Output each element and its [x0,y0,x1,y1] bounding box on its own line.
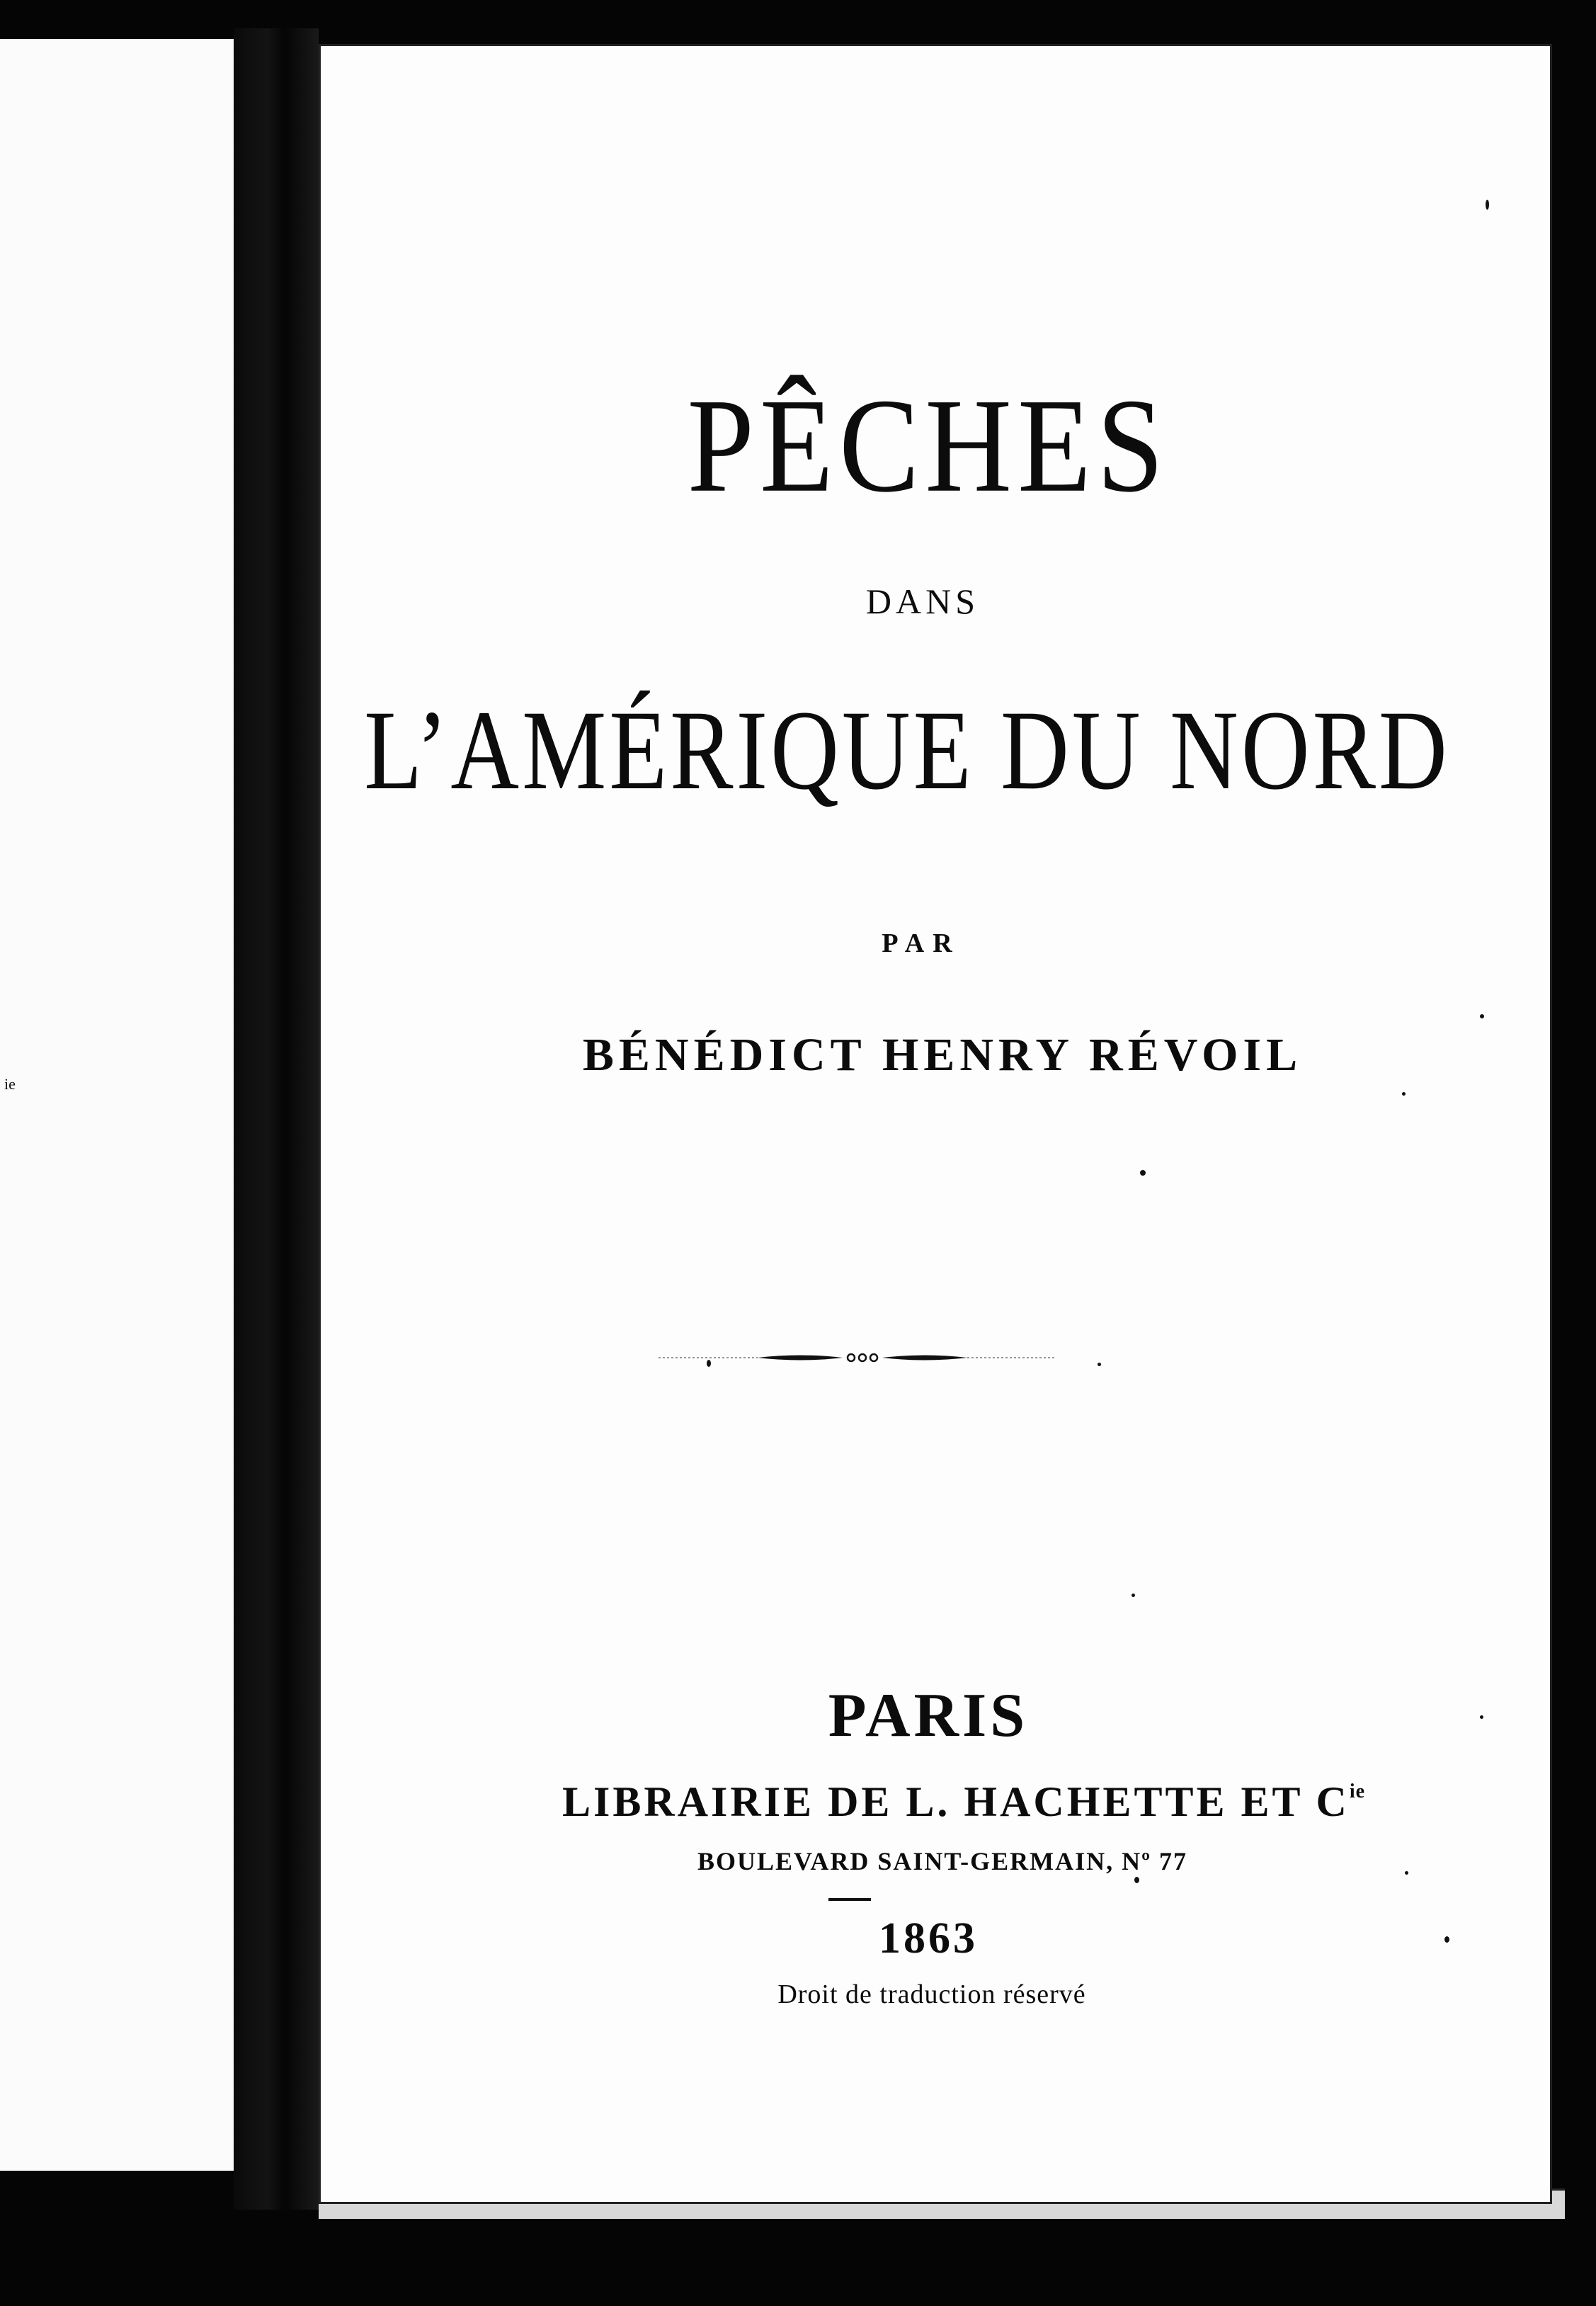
book-binding-gutter [234,28,319,2210]
print-speck [1486,200,1489,210]
print-speck [1098,1363,1101,1366]
title-connector: DANS [865,581,980,621]
book-title: PÊCHES [687,370,1170,521]
previous-page-edge-text: ie [4,1075,16,1093]
typographic-ornament [659,1347,1055,1368]
rights-notice: Droit de traduction réservé [777,1980,1086,2009]
book-subtitle: L’AMÉRIQUE DU NORD [364,687,1450,813]
author-preposition: PAR [882,928,961,958]
publisher-address: BOULEVARD SAINT-GERMAIN, Nº 77 [697,1847,1187,1875]
previous-page-edge [0,39,238,2171]
print-speck [1134,1877,1139,1883]
publisher-city: PARIS [828,1681,1029,1750]
author-name: BÉNÉDICT HENRY RÉVOIL [582,1029,1303,1081]
publication-year: 1863 [879,1914,978,1963]
print-speck [1480,1014,1484,1018]
title-page [319,44,1552,2204]
print-speck [1140,1170,1146,1176]
publisher-name-superscript: ie [1349,1780,1366,1802]
publisher-name-text: LIBRAIRIE DE L. HACHETTE ET C [562,1778,1350,1825]
print-speck [1402,1092,1406,1096]
publisher-name [347,1778,1580,1827]
print-speck [1132,1594,1135,1597]
print-speck [1405,1871,1408,1875]
print-speck [707,1360,711,1367]
print-speck [1480,1715,1483,1719]
print-speck [1444,1936,1449,1943]
year-divider-rule [828,1898,871,1901]
